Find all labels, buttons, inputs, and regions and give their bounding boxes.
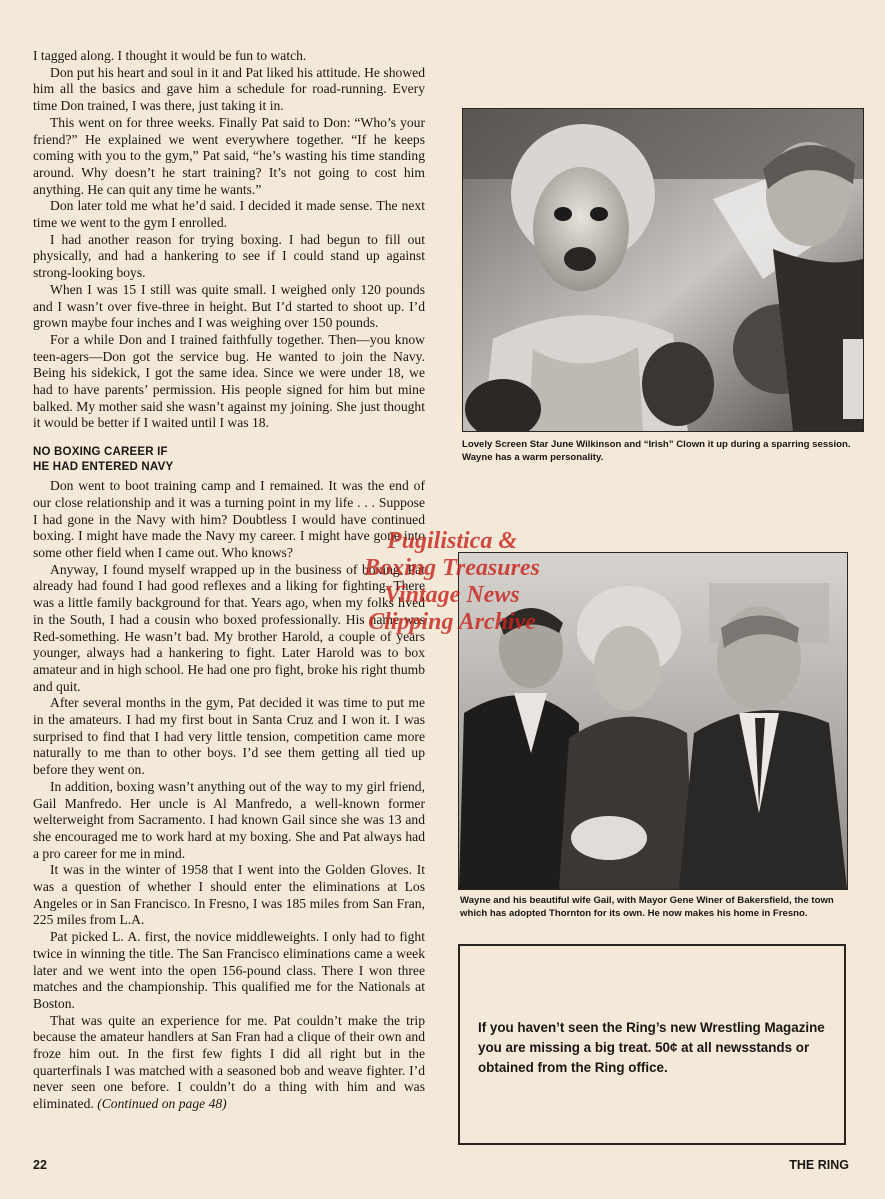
article-paragraph: After several months in the gym, Pat decided it was time to put me in the amateurs. I had my first bout in Santa Cruz and I won it. I was surprised to find that I had very little tension, competition came more naturally to me than to other boys. I’d see them getting all tied up before they went on.	[33, 695, 425, 778]
archive-watermark	[322, 528, 582, 636]
subhead-line-2: HE HAD ENTERED NAVY	[33, 461, 174, 474]
article-paragraph: I had another reason for trying boxing. I had begun to fill out physically, and had a hankering to see if I could stand up against strong-looking boys.	[33, 231, 425, 281]
subhead-line-1: NO BOXING CAREER IF	[33, 446, 168, 459]
magazine-name: THE RING	[789, 1158, 849, 1172]
article-paragraph: Don later told me what he’d said. I decided it made sense. The next time we went to the gym I enrolled.	[33, 198, 425, 231]
top-photo	[462, 108, 864, 432]
article-paragraph: In addition, boxing wasn’t anything out of the way to my girl friend, Gail Manfredo. Her uncle is Al Manfredo, a well-known former welterweight from Sacramento. I had known Gail since she was 13 and she encouraged me to work hard at my boxing. She and Pat always had a pro career for me in mind.	[33, 778, 425, 861]
watermark-line-4: Clipping Archive	[368, 609, 536, 635]
article-paragraph: When I was 15 I still was quite small. I weighed only 120 pounds and I wasn’t over five-three in height. But I’d started to shoot up. I’d grown maybe four inches and I was weighing over 150 pounds.	[33, 281, 425, 331]
article-paragraph: Anyway, I found myself wrapped up in the business of boxing. Pat already had found I had good reflexes and a liking for fighting. There was a little family background for that. Years ago, when my folks lived in the South, I had a cousin who boxed professionally. His name was Red-something. He wasn’t bad. My brother Harold, a couple of years younger, always had a hankering to fight. Later Harold was to box amateur and in high school. He had one pro fight, broke his right thumb and quit.	[33, 561, 425, 694]
watermark-line-1: Pugilistica &	[386, 528, 517, 554]
article-paragraph: It was in the winter of 1958 that I went into the Golden Gloves. It was a question of whether I should enter the eliminations at Los Angeles or in San Francisco. In Fresno, I was 185 miles from San Fran, 225 miles from L.A.	[33, 862, 425, 928]
article-paragraph: Don put his heart and soul in it and Pat liked his attitude. He showed him all the basics and gave him a schedule for road-running. Every time Don trained, I was there, just taking it in.	[33, 64, 425, 114]
article-paragraph: Pat picked L. A. first, the novice middleweights. I only had to fight twice in winning the title. The San Francisco eliminations came a week later and we went into the open 156-pound class. There I won three matches and the championship. This qualified me for the Nationals at Boston.	[33, 929, 425, 1011]
ad-text: If you haven’t seen the Ring’s new Wrestling Magazine you are missing a big treat. 50¢ at all newsstands or obtained from the Ring office.	[478, 1020, 825, 1075]
article-paragraph: I tagged along. I thought it would be fun to watch.	[33, 48, 307, 63]
section-subhead	[33, 445, 425, 475]
watermark-line-3: Vintage News	[384, 582, 520, 608]
top-photo-caption: Lovely Screen Star June Wilkinson and “Irish” Clown it up during a sparring session. Wayne has a warm personality.	[462, 439, 851, 463]
last-paragraph-text: That was quite an experience for me. Pat couldn’t make the trip because the amateur handlers at San Fran had a clique of their own and froze him out. In the first few fights I did all right but in the quarterfinals I was matched with a seasoned bob and weave fighter. I’d never seen one before. I couldn’t do a thing with him and was eliminated.	[33, 1012, 425, 1112]
article-paragraph: For a while Don and I trained faithfully together. Then—you know teen-agers—Don got the service bug. He wanted to join the Navy. Being his sidekick, I got the same idea. Since we were under 18, we had to have parents’ permission. His people signed for him but mine balked. My mother said she wasn’t against my joining. She just thought it would be better if I waited until I was 18.	[33, 331, 425, 431]
page-number: 22	[33, 1158, 47, 1172]
continued-note: (Continued on page 48)	[97, 1096, 227, 1112]
article-paragraph: Don went to boot training camp and I remained. It was the end of our close relationship and it was a turning point in my life . . . Suppose I had gone in the Navy with him? Doubtless I would have continued boxing. I might have made the Navy my career. I might have gone into some other field when I came out. Who knows?	[33, 478, 425, 560]
article-paragraph	[33, 1013, 425, 1113]
article-paragraph: This went on for three weeks. Finally Pat said to Don: “Who’s your friend?” He explained we went everywhere together. “If he keeps coming with you to the gym,” Pat said, “he’s wasting his time standing around. Why doesn’t he start training? It’s not going to cost him anything. He can quit any time he wants.”	[33, 114, 425, 197]
wrestling-magazine-ad	[458, 944, 846, 1145]
watermark-line-2: Boxing Treasures	[364, 555, 540, 581]
bottom-photo-caption: Wayne and his beautiful wife Gail, with Mayor Gene Winer of Bakersfield, the town which has adopted Thornton for its own. He now makes his home in Fresno.	[460, 895, 834, 919]
sparring-photo-image	[463, 109, 863, 431]
